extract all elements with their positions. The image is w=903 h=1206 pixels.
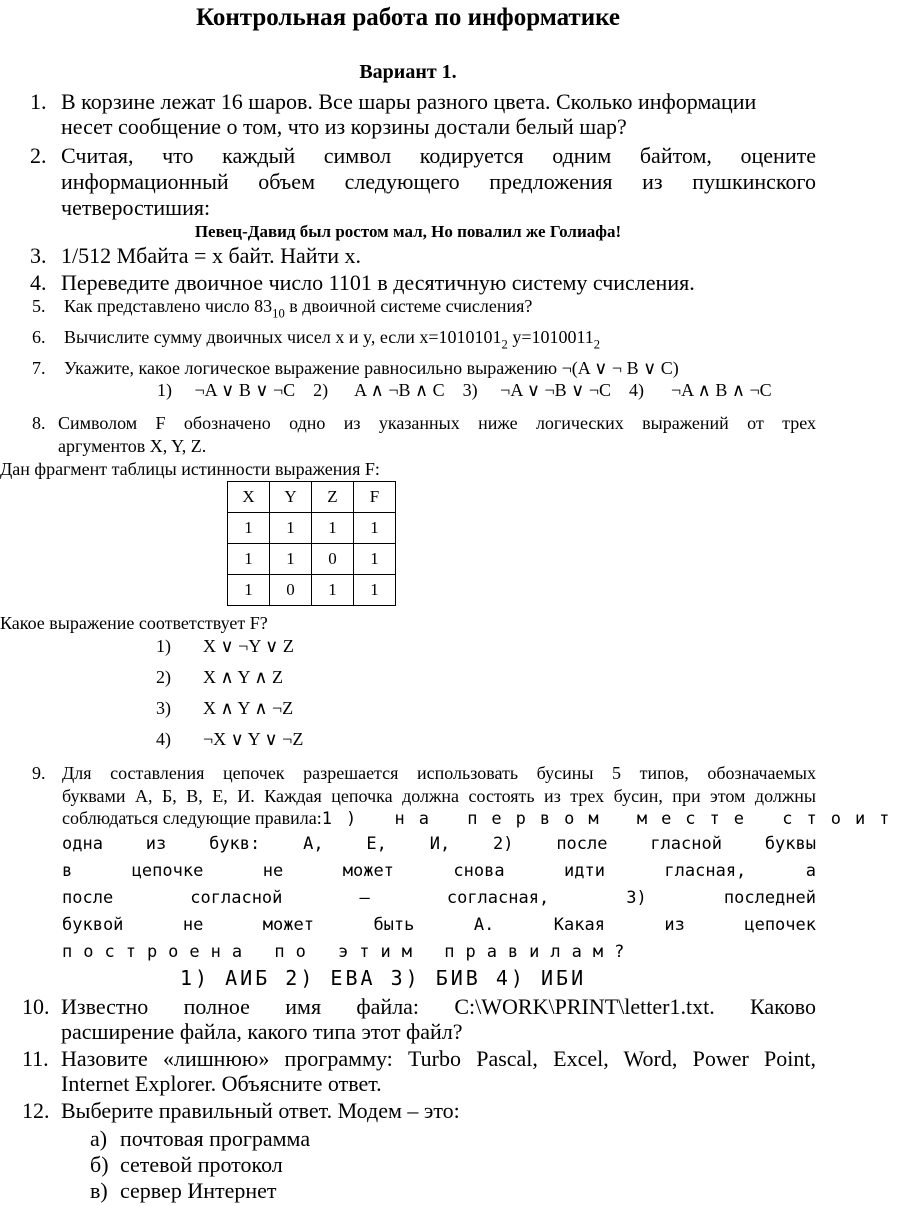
q4-number: 4. xyxy=(30,270,47,295)
q12-option-text: сервер Интернет xyxy=(120,1178,277,1203)
q8-option-number: 1) xyxy=(156,636,171,656)
q1-line1: В корзине лежат 16 шаров. Все шары разного цвета. Сколько информации xyxy=(61,89,757,114)
truth-table-header: X xyxy=(228,482,270,513)
q10-number: 10. xyxy=(22,994,50,1019)
q8-option-text: X ∧ Y ∧ Z xyxy=(203,667,284,687)
q10-line2: расширение файла, какого типа этот файл? xyxy=(61,1019,463,1044)
q9-line3-start: соблюдаться следующие правила: xyxy=(62,808,322,828)
q12-text: Выберите правильный ответ. Модем – это: xyxy=(61,1098,460,1123)
q11-line1: Назовите «лишнюю» программу: Turbo Pascal, Excel, Word, Power Point, xyxy=(61,1046,816,1071)
truth-table-cell: 1 xyxy=(312,513,354,544)
q12-option-letter: а) xyxy=(90,1126,108,1151)
truth-table-header: Y xyxy=(270,482,312,513)
q2-line2: информационный объем следующего предложения из пушкинского xyxy=(61,169,816,194)
q6-number: 6. xyxy=(32,327,46,347)
q2-quote: Певец-Давид был ростом мал, Но повалил же Голиафа! xyxy=(194,222,622,241)
q9-line4: одна из букв: А, Е, И, 2) после гласной буквы xyxy=(62,834,816,854)
variant-heading: Вариант 1. xyxy=(359,61,457,83)
truth-table-cell: 1 xyxy=(270,513,312,544)
q3-number: 3. xyxy=(30,243,47,268)
q2-number: 2. xyxy=(30,143,47,168)
q8-option-number: 3) xyxy=(156,698,171,718)
q9-line5: в цепочке не может снова идти гласная, а xyxy=(62,861,816,881)
q12-option-letter: в) xyxy=(90,1178,108,1203)
q8-question: Какое выражение соответствует F? xyxy=(0,613,268,633)
q2-line3: четверостишия: xyxy=(61,195,211,220)
truth-table-header: F xyxy=(354,482,396,513)
truth-table-cell: 1 xyxy=(270,544,312,575)
truth-table-cell: 0 xyxy=(270,575,312,606)
q1-number: 1. xyxy=(30,89,47,114)
q3-text: 1/512 Мбайта = х байт. Найти х. xyxy=(61,243,361,268)
q2-line1: Считая, что каждый символ кодируется одним байтом, оцените xyxy=(61,143,816,168)
q7-text: Укажите, какое логическое выражение равносильно выражению ¬(A ∨ ¬ B ∨ C) xyxy=(64,358,679,378)
q7-number: 7. xyxy=(32,358,46,378)
truth-table-row xyxy=(228,544,396,575)
q9-line8: построена по этим правилам? xyxy=(62,942,636,962)
q10-line1: Известно полное имя файла: C:\WORK\PRINT\letter1.txt. Каково xyxy=(61,994,816,1019)
truth-table-row xyxy=(228,513,396,544)
q12-option-text: почтовая программа xyxy=(120,1126,311,1151)
q8-option-text: X ∧ Y ∧ ¬Z xyxy=(203,698,294,718)
q6-text: Вычислите сумму двоичных чисел x и y, если $x=1010101_2$ $y=1010011_2$ xyxy=(64,327,601,352)
q8-option-text: X ∨ ¬Y ∨ Z xyxy=(203,636,294,656)
truth-table-cell: 1 xyxy=(228,513,270,544)
truth-table-cell: 1 xyxy=(354,575,396,606)
q8-line1: Символом F обозначено одно из указанных ниже логических выражений от трех xyxy=(58,413,816,433)
q12-number: 12. xyxy=(22,1098,50,1123)
truth-table-cell: 1 xyxy=(228,544,270,575)
q9-number: 9. xyxy=(32,763,46,783)
truth-table-cell: 1 xyxy=(228,575,270,606)
q9-line1: Для составления цепочек разрешается использовать бусины 5 типов, обозначаемых xyxy=(62,763,816,783)
truth-table-cell: 0 xyxy=(312,544,354,575)
q11-line2: Internet Explorer. Объясните ответ. xyxy=(61,1071,382,1096)
q9-line3-end: 1) на первом месте стоит xyxy=(321,809,903,829)
q8-line2: аргументов X, Y, Z. xyxy=(58,436,207,456)
truth-table-header-row xyxy=(228,482,396,513)
q9-line6: после согласной – согласная, 3) последней xyxy=(62,888,816,908)
q8-number: 8. xyxy=(32,413,46,433)
truth-table-cell: 1 xyxy=(354,544,396,575)
q9-line3 xyxy=(62,808,903,829)
q4-text: Переведите двоичное число 1101 в десятичную систему счисления. xyxy=(61,270,695,295)
q11-number: 11. xyxy=(22,1046,49,1071)
q5-text: Как представлено число $83_{10}$ в двоичной системе счисления? xyxy=(64,296,533,321)
q9-line2: буквами А, Б, В, Е, И. Каждая цепочка должна состоять из трех бусин, при этом должны xyxy=(62,786,816,806)
q1-line2: несет сообщение о том, что из корзины достали белый шар? xyxy=(61,114,627,139)
truth-table-row xyxy=(228,575,396,606)
q8-table-intro: Дан фрагмент таблицы истинности выражения F: xyxy=(0,459,380,479)
q12-option-letter: б) xyxy=(90,1152,109,1177)
truth-table xyxy=(227,481,396,606)
q7-options: 1) ¬A ∨ B ∨ ¬C 2) A ∧ ¬B ∧ C 3) ¬A ∨ ¬B ∨ ¬C 4) ¬A ∧ B ∧ ¬C xyxy=(157,380,772,400)
q8-option-text: ¬X ∨ Y ∨ ¬Z xyxy=(203,729,304,749)
q12-option-text: сетевой протокол xyxy=(120,1152,283,1177)
page-title: Контрольная работа по информатике xyxy=(195,4,620,31)
q5-number: 5. xyxy=(32,296,46,316)
q8-option-number: 4) xyxy=(156,729,171,749)
q8-option-number: 2) xyxy=(156,667,171,687)
truth-table-cell: 1 xyxy=(354,513,396,544)
truth-table-header: Z xyxy=(312,482,354,513)
q9-answers: 1) АИБ 2) ЕВА 3) БИВ 4) ИБИ xyxy=(180,966,587,990)
q9-line7: буквой не может быть А. Какая из цепочек xyxy=(62,915,816,935)
truth-table-cell: 1 xyxy=(312,575,354,606)
